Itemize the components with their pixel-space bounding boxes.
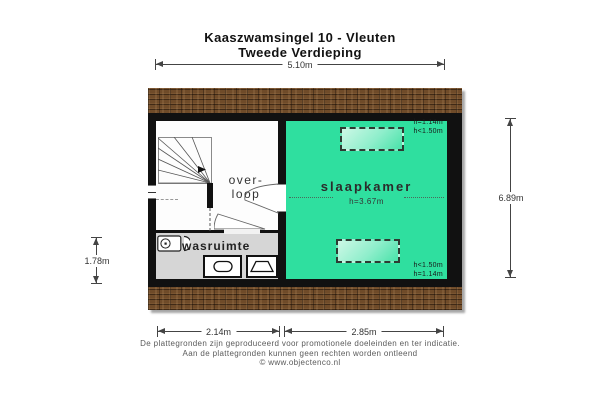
dimension-tick xyxy=(444,59,445,70)
skylight-window xyxy=(336,239,400,263)
door-opening-slaapkamer xyxy=(277,184,286,212)
arrow-up-icon xyxy=(507,119,513,126)
dimension-wasruimte-depth xyxy=(84,237,110,284)
dimension-label: 2.14m xyxy=(201,327,236,337)
arrow-up-icon xyxy=(93,238,99,245)
room-slaapkamer xyxy=(286,121,447,279)
ridge-dash-line xyxy=(156,199,178,200)
dimension-label: 5.10m xyxy=(282,60,317,70)
arrow-left-icon xyxy=(158,328,165,334)
room-label-wasruimte: wasruimte xyxy=(182,239,251,253)
room-wasruimte xyxy=(156,233,278,279)
arrow-down-icon xyxy=(93,276,99,283)
page-subtitle: Tweede Verdieping xyxy=(238,45,362,60)
page-title: Kaaszwamsingel 10 - Vleuten xyxy=(204,30,396,45)
disclaimer-line-2: Aan de plattegronden kunnen geen rechten worden ontleend xyxy=(182,348,418,358)
arrow-right-icon xyxy=(436,328,443,334)
copyright-line: © www.objectenco.nl xyxy=(259,358,341,367)
window-icon xyxy=(148,185,156,199)
floorplan-canvas xyxy=(148,88,462,310)
stairs-direction-arrow xyxy=(198,166,206,173)
skylight-window xyxy=(340,127,404,151)
door-opening-wasruimte xyxy=(224,229,260,234)
dimension-left-section-width xyxy=(157,325,280,338)
arrow-down-icon xyxy=(507,270,513,277)
dimension-label: 6.89m xyxy=(495,192,526,204)
dimension-right-section-width xyxy=(284,325,444,338)
dimension-label: 1.78m xyxy=(81,255,112,267)
dimension-total-width xyxy=(155,58,445,71)
arrow-right-icon xyxy=(272,328,279,334)
stairs-icon xyxy=(158,137,216,232)
room-label-slaapkamer: slaapkamer xyxy=(320,179,413,194)
height-note-top-right: h=1.14m h<1.50m xyxy=(413,119,443,135)
ceiling-height-label: h=3.67m xyxy=(349,197,384,206)
arrow-right-icon xyxy=(437,61,444,67)
room-label-overloop: over- loop xyxy=(228,173,264,201)
dimension-label: 2.85m xyxy=(346,327,381,337)
arrow-left-icon xyxy=(156,61,163,67)
arrow-left-icon xyxy=(285,328,292,334)
door-swing-wasruimte xyxy=(214,212,266,230)
dryer-icon xyxy=(246,255,279,278)
washing-machine-icon xyxy=(203,255,243,278)
disclaimer-line-1: De plattegronden zijn geproduceerd voor promotionele doeleinden en ter indicatie. xyxy=(140,339,460,348)
dimension-total-depth xyxy=(498,118,524,278)
height-note-bottom-right: h<1.50m h=1.14m xyxy=(413,262,443,278)
room-overloop xyxy=(156,121,278,230)
